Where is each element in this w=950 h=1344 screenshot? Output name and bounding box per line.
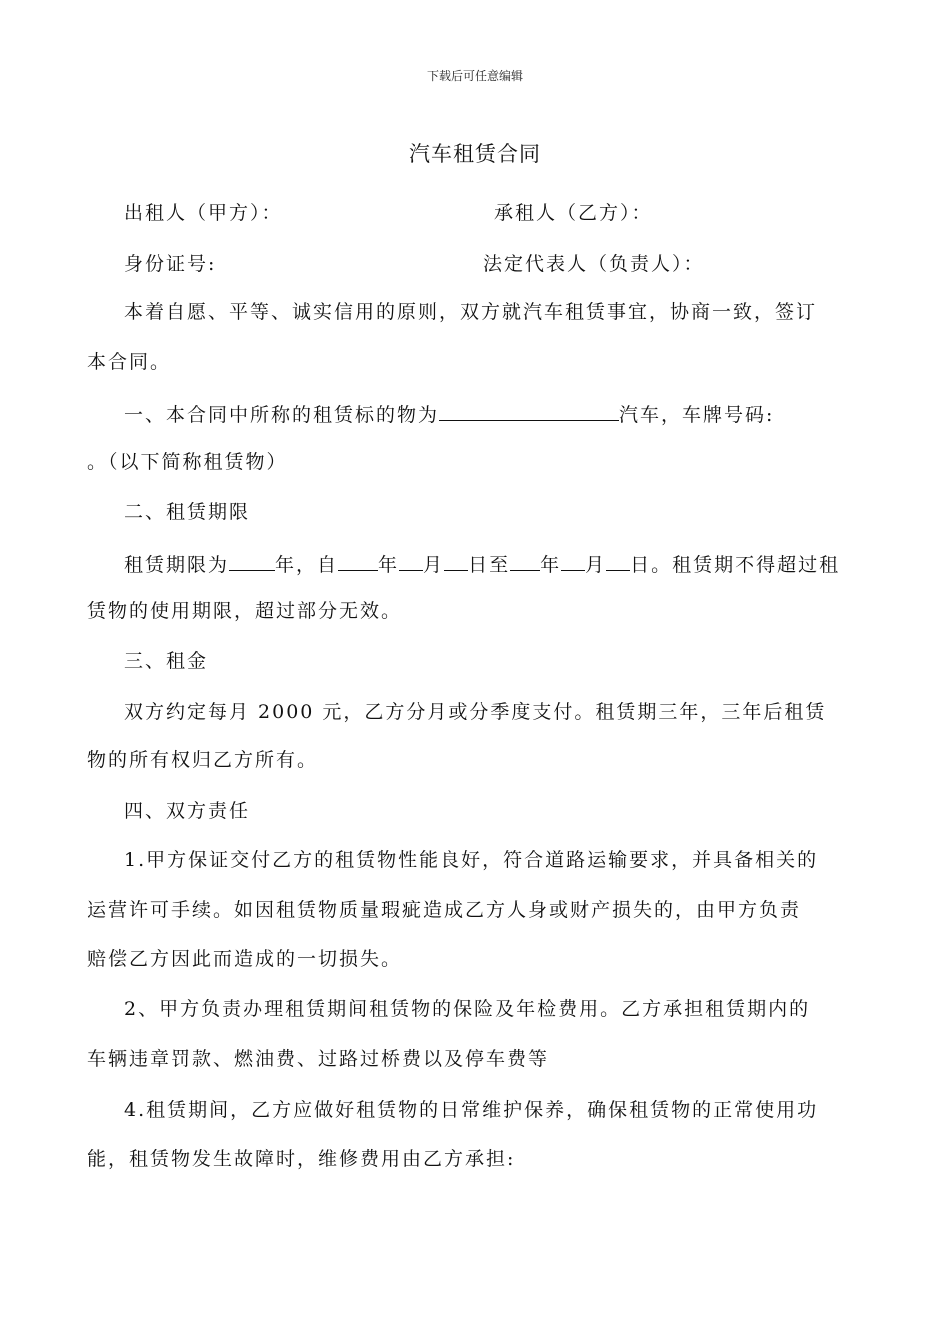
section4-item1-line-2: 运营许可手续。如因租赁物质量瑕疵造成乙方人身或财产损失的，由甲方负责 xyxy=(87,899,802,921)
section4-item1-line-1: 1.甲方保证交付乙方的租赁物性能良好，符合道路运输要求，并具备相关的 xyxy=(124,849,819,871)
section2-line-1 xyxy=(0,548,950,579)
section1-text-b: 汽车，车牌号码: xyxy=(619,404,775,426)
intro-line-1: 本着自愿、平等、诚实信用的原则，双方就汽车租赁事宜，协商一致，签订 xyxy=(124,301,818,323)
end-year-blank xyxy=(510,548,540,571)
section4-item4-line-2: 能，租赁物发生故障时，维修费用由乙方承担: xyxy=(87,1148,516,1170)
document-title: 汽车租赁合同 xyxy=(409,142,541,166)
parties-row-1 xyxy=(0,199,950,227)
lessor-label: 出租人（甲方）： xyxy=(124,202,283,224)
term-text-f: 年 xyxy=(540,554,562,576)
term-years-blank xyxy=(229,548,275,571)
section3-heading: 三、租金 xyxy=(124,650,209,672)
section1-line-1 xyxy=(0,398,950,429)
end-month-blank xyxy=(561,548,585,571)
term-text-b: 年，自 xyxy=(275,554,339,576)
section4-item2-line-2: 车辆违章罚款、燃油费、过路过桥费以及停车费等 xyxy=(87,1048,550,1070)
section4-item2-line-1: 2、甲方负责办理租赁期间租赁物的保险及年检费用。乙方承担租赁期内的 xyxy=(124,998,811,1020)
vehicle-model-blank xyxy=(439,398,619,421)
term-text-d: 月 xyxy=(423,554,445,576)
start-year-blank xyxy=(338,548,378,571)
parties-row-2 xyxy=(0,250,950,278)
page-header-note: 下载后可任意编辑 xyxy=(426,69,523,83)
term-text-e: 日至 xyxy=(468,554,511,576)
id-number-label: 身份证号: xyxy=(124,253,217,275)
section4-item4-line-1: 4.租赁期间，乙方应做好租赁物的日常维护保养，确保租赁物的正常使用功 xyxy=(124,1099,819,1121)
section2-heading: 二、租赁期限 xyxy=(124,501,251,523)
term-text-a: 租赁期限为 xyxy=(124,554,230,576)
start-month-blank xyxy=(399,548,423,571)
section1-text-a: 一、本合同中所称的租赁标的物为 xyxy=(124,404,440,426)
end-day-blank xyxy=(606,548,630,571)
lessee-label: 承租人（乙方）： xyxy=(494,202,653,224)
term-text-h: 日。租赁期不得超过租 xyxy=(630,554,841,576)
section4-item1-line-3: 赔偿乙方因此而造成的一切损失。 xyxy=(87,948,403,970)
intro-line-2: 本合同。 xyxy=(87,351,172,373)
section1-line-2: 。（以下简称租赁物） xyxy=(87,451,288,473)
section2-line-2: 赁物的使用期限，超过部分无效。 xyxy=(87,600,403,622)
legal-representative-label: 法定代表人（负责人）： xyxy=(483,253,705,275)
section3-line-1: 双方约定每月 2000 元，乙方分月或分季度支付。租赁期三年，三年后租赁 xyxy=(124,701,827,723)
term-text-c: 年 xyxy=(378,554,400,576)
section3-line-2: 物的所有权归乙方所有。 xyxy=(87,749,319,771)
term-text-g: 月 xyxy=(585,554,607,576)
start-day-blank xyxy=(444,548,468,571)
section4-heading: 四、双方责任 xyxy=(124,800,251,822)
